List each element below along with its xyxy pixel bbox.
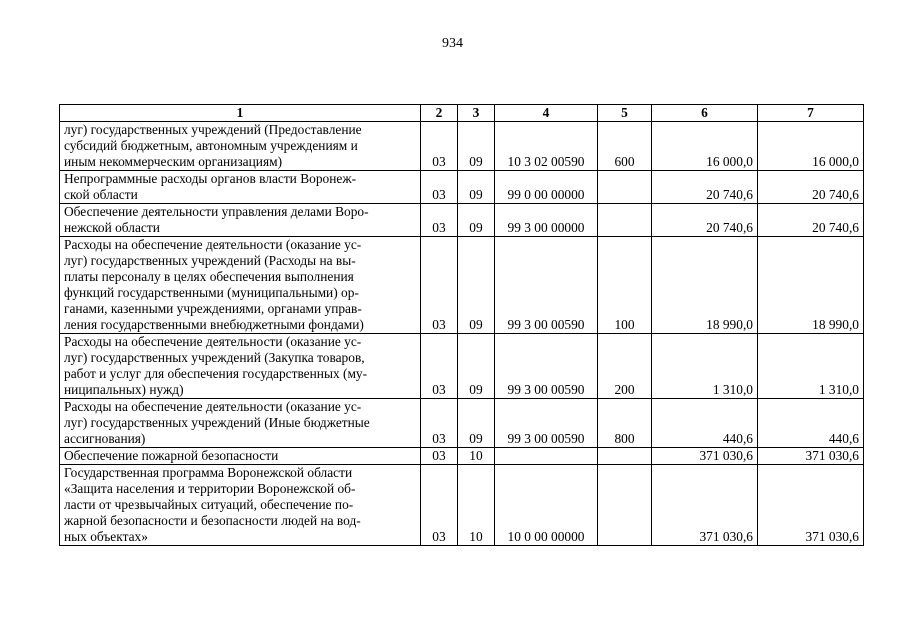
row-amount-2: 16 000,0 (758, 122, 864, 171)
row-section-code: 03 (421, 204, 458, 237)
row-description: Государственная программа Воронежской области «Защита населения и территории Воронежской об- ласти от чрезвычайных ситуаций, обеспечение по- жарной безопасности и безопасности людей на вод- ных объектах» (60, 465, 421, 546)
row-expense-type: 200 (598, 334, 652, 399)
row-subsection-code: 09 (458, 204, 495, 237)
row-amount-2: 20 740,6 (758, 171, 864, 204)
row-target-article: 10 0 00 00000 (495, 465, 598, 546)
row-section-code: 03 (421, 122, 458, 171)
header-col-7: 7 (758, 105, 864, 122)
row-description: Обеспечение пожарной безопасности (60, 448, 421, 465)
row-target-article: 99 3 00 00000 (495, 204, 598, 237)
row-section-code: 03 (421, 448, 458, 465)
row-amount-2: 1 310,0 (758, 334, 864, 399)
row-target-article: 99 3 00 00590 (495, 237, 598, 334)
row-expense-type (598, 204, 652, 237)
row-target-article: 10 3 02 00590 (495, 122, 598, 171)
row-subsection-code: 09 (458, 122, 495, 171)
row-description: Расходы на обеспечение деятельности (оказание ус- луг) государственных учреждений (Закупка товаров, работ и услуг для обеспечения государственных (му- ниципальных) нужд) (60, 334, 421, 399)
header-col-2: 2 (421, 105, 458, 122)
row-amount-1: 1 310,0 (652, 334, 758, 399)
header-col-3: 3 (458, 105, 495, 122)
row-amount-2: 371 030,6 (758, 465, 864, 546)
row-amount-2: 18 990,0 (758, 237, 864, 334)
row-target-article: 99 3 00 00590 (495, 399, 598, 448)
row-subsection-code: 09 (458, 171, 495, 204)
row-subsection-code: 09 (458, 334, 495, 399)
row-description: Расходы на обеспечение деятельности (оказание ус- луг) государственных учреждений (Иные бюджетные ассигнования) (60, 399, 421, 448)
row-amount-1: 18 990,0 (652, 237, 758, 334)
row-expense-type (598, 448, 652, 465)
row-subsection-code: 10 (458, 465, 495, 546)
page-number: 934 (442, 36, 463, 51)
budget-table (59, 104, 864, 546)
row-amount-1: 371 030,6 (652, 465, 758, 546)
table-row (60, 204, 864, 237)
row-amount-1: 20 740,6 (652, 204, 758, 237)
row-expense-type (598, 171, 652, 204)
row-description: луг) государственных учреждений (Предоставление субсидий бюджетным, автономным учреждениям и иным некоммерческим организациям) (60, 122, 421, 171)
row-amount-2: 20 740,6 (758, 204, 864, 237)
header-col-4: 4 (495, 105, 598, 122)
row-amount-1: 440,6 (652, 399, 758, 448)
row-section-code: 03 (421, 171, 458, 204)
table-row (60, 448, 864, 465)
row-amount-1: 20 740,6 (652, 171, 758, 204)
row-target-article (495, 448, 598, 465)
table-header-row (60, 105, 864, 122)
row-expense-type (598, 465, 652, 546)
header-col-6: 6 (652, 105, 758, 122)
row-subsection-code: 10 (458, 448, 495, 465)
row-amount-1: 371 030,6 (652, 448, 758, 465)
row-description: Непрограммные расходы органов власти Воронеж- ской области (60, 171, 421, 204)
row-subsection-code: 09 (458, 237, 495, 334)
table-row (60, 171, 864, 204)
row-amount-1: 16 000,0 (652, 122, 758, 171)
row-subsection-code: 09 (458, 399, 495, 448)
row-section-code: 03 (421, 399, 458, 448)
row-section-code: 03 (421, 237, 458, 334)
row-section-code: 03 (421, 334, 458, 399)
table-row (60, 237, 864, 334)
row-section-code: 03 (421, 465, 458, 546)
table-row (60, 465, 864, 546)
table-row (60, 399, 864, 448)
table-row (60, 122, 864, 171)
row-expense-type: 100 (598, 237, 652, 334)
row-target-article: 99 3 00 00590 (495, 334, 598, 399)
row-amount-2: 371 030,6 (758, 448, 864, 465)
row-expense-type: 600 (598, 122, 652, 171)
row-amount-2: 440,6 (758, 399, 864, 448)
table-row (60, 334, 864, 399)
header-col-5: 5 (598, 105, 652, 122)
header-col-1: 1 (60, 105, 421, 122)
row-expense-type: 800 (598, 399, 652, 448)
row-description: Обеспечение деятельности управления делами Воро- нежской области (60, 204, 421, 237)
row-target-article: 99 0 00 00000 (495, 171, 598, 204)
row-description: Расходы на обеспечение деятельности (оказание ус- луг) государственных учреждений (Расходы на вы- платы персоналу в целях обеспечения выполнения функций государственными (муниципальными) ор- ганами, казенными учреждениями, органами управ- ления государственными внебюджетными фондами) (60, 237, 421, 334)
